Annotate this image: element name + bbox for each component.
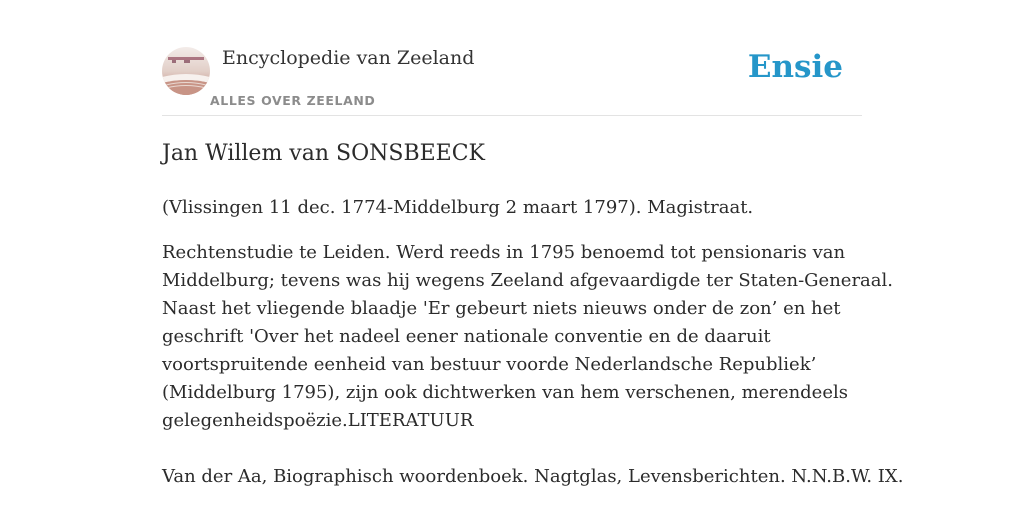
article-intro: (Vlissingen 11 dec. 1774-Middelburg 2 maart 1797). Magistraat.	[162, 197, 754, 218]
encyclopedia-avatar[interactable]	[162, 47, 210, 95]
body-line: Middelburg; tevens was hij wegens Zeeland afgevaardigde ter Staten-Generaal.	[162, 270, 893, 291]
article-title: Jan Willem van SONSBEECK	[162, 141, 485, 166]
body-line: Naast het vliegende blaadje 'Er gebeurt niets nieuws onder de zon’ en het	[162, 298, 841, 319]
body-line: geschrift 'Over het nadeel eener nationale conventie en de daaruit	[162, 326, 771, 347]
site-tagline: ALLES OVER ZEELAND	[210, 93, 376, 108]
article-references: Van der Aa, Biographisch woordenboek. Nagtglas, Levensberichten. N.N.B.W. IX.	[162, 466, 904, 487]
article-body	[162, 239, 893, 435]
site-header	[162, 44, 862, 116]
ensie-logo-link[interactable]: Ensie	[747, 49, 843, 85]
body-line: Rechtenstudie te Leiden. Werd reeds in 1795 benoemd tot pensionaris van	[162, 242, 846, 263]
body-line: gelegenheidspoëzie.LITERATUUR	[162, 410, 474, 431]
book-image-icon	[162, 47, 210, 95]
body-line: voortspruitende eenheid van bestuur voorde Nederlandsche Republiek’	[162, 354, 817, 375]
body-line: (Middelburg 1795), zijn ook dichtwerken van hem verschenen, merendeels	[162, 382, 848, 403]
site-title[interactable]: Encyclopedie van Zeeland	[222, 47, 475, 69]
